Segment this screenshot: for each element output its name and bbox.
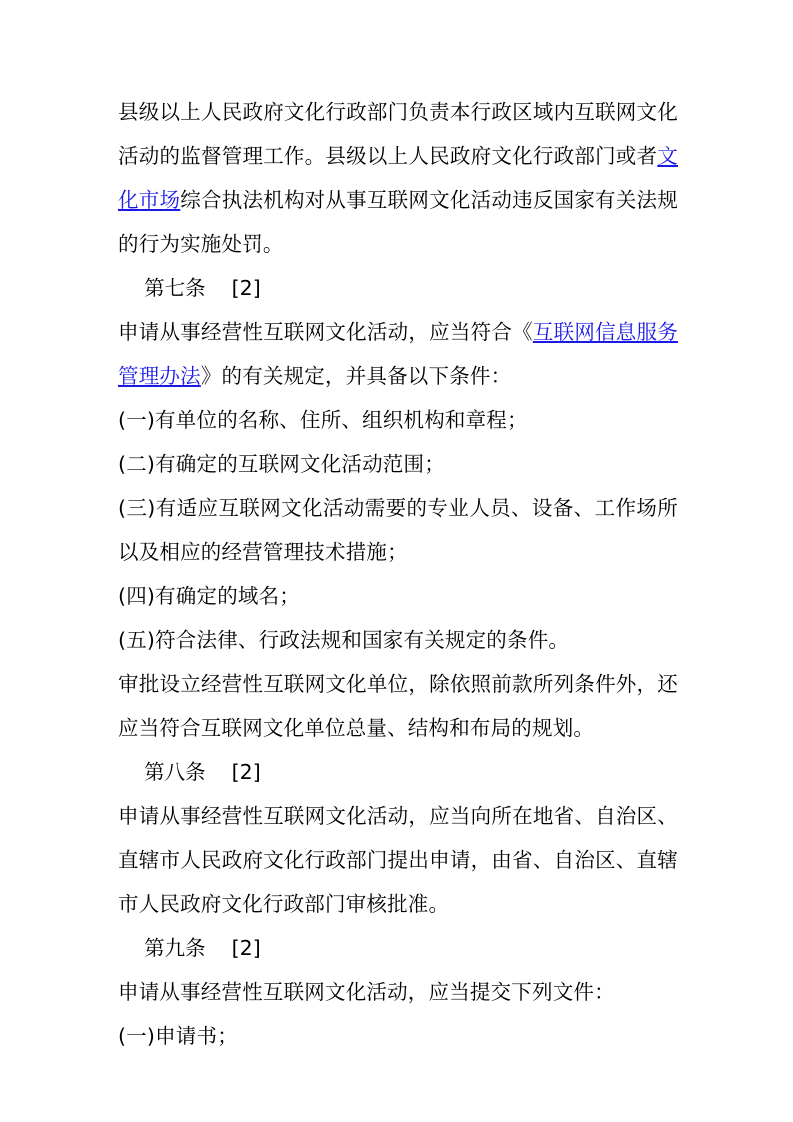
inline-link[interactable]: 互联网信息服务管理办法 [118, 320, 678, 388]
paragraph [118, 662, 678, 750]
article-number: 第七条 [144, 276, 206, 300]
text-run: (一)申请书； [118, 1024, 238, 1048]
footnote-ref: [2] [231, 936, 261, 960]
paragraph [118, 486, 678, 574]
text-run: 申请从事经营性互联网文化活动，应当提交下列文件： [118, 980, 615, 1004]
article-number: 第八条 [144, 760, 206, 784]
paragraph [118, 90, 678, 266]
paragraph [118, 618, 678, 662]
text-run: 申请从事经营性互联网文化活动，应当符合《 [118, 320, 533, 344]
article-heading [118, 750, 678, 794]
text-run: (四)有确定的域名； [118, 584, 300, 608]
article-heading [118, 266, 678, 310]
article-number: 第九条 [144, 936, 206, 960]
text-run: 》的有关规定，并具备以下条件： [200, 364, 512, 388]
text-run: (五)符合法律、行政法规和国家有关规定的条件。 [118, 628, 570, 652]
text-run: 县级以上人民政府文化行政部门负责本行政区域内互联网文化活动的监督管理工作。县级以上人民政府文化行政部门或者 [118, 100, 678, 168]
heading-gap [206, 936, 232, 960]
text-run: (三)有适应互联网文化活动需要的专业人员、设备、工作场所以及相应的经营管理技术措施； [118, 496, 678, 564]
paragraph [118, 1014, 678, 1058]
paragraph [118, 574, 678, 618]
document-body [118, 90, 678, 1058]
heading-indent [118, 276, 144, 300]
text-run: (二)有确定的互联网文化活动范围； [118, 452, 445, 476]
paragraph [118, 310, 678, 398]
footnote-ref: [2] [231, 760, 261, 784]
heading-gap [206, 276, 232, 300]
article-heading [118, 926, 678, 970]
heading-indent [118, 760, 144, 784]
text-run: 审批设立经营性互联网文化单位，除依照前款所列条件外，还应当符合互联网文化单位总量、结构和布局的规划。 [118, 672, 678, 740]
paragraph [118, 442, 678, 486]
paragraph [118, 398, 678, 442]
paragraph [118, 794, 678, 926]
text-run: 综合执法机构对从事互联网文化活动违反国家有关法规的行为实施处罚。 [118, 188, 678, 256]
text-run: (一)有单位的名称、住所、组织机构和章程； [118, 408, 528, 432]
footnote-ref: [2] [231, 276, 261, 300]
heading-gap [206, 760, 232, 784]
heading-indent [118, 936, 144, 960]
inline-link[interactable]: 文化市场 [118, 144, 678, 212]
paragraph [118, 970, 678, 1014]
text-run: 申请从事经营性互联网文化活动，应当向所在地省、自治区、直辖市人民政府文化行政部门提出申请，由省、自治区、直辖市人民政府文化行政部门审核批准。 [118, 804, 678, 916]
